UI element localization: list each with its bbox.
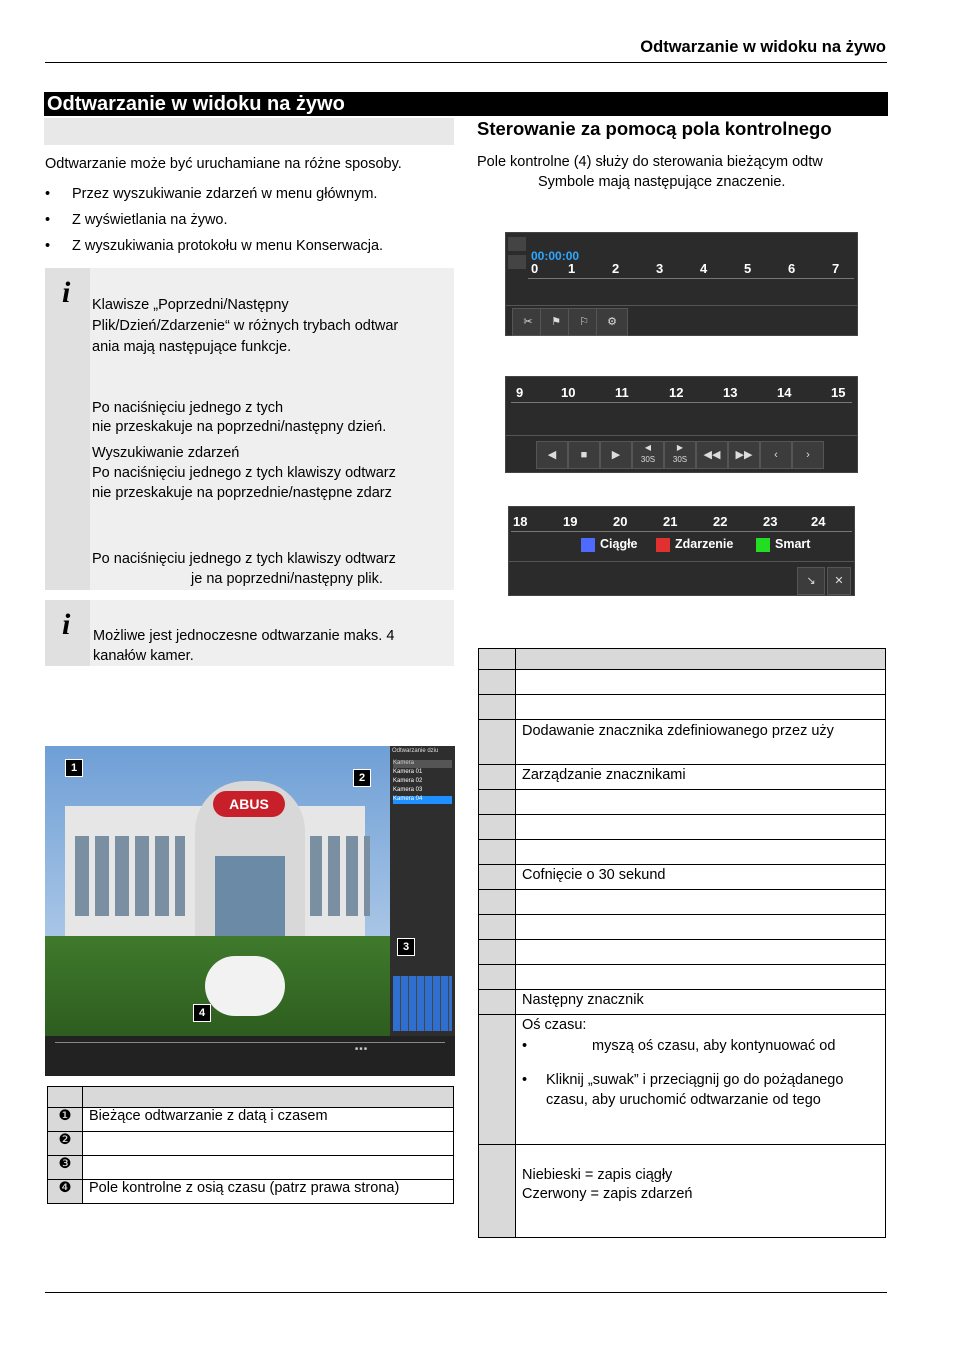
info-box-channels bbox=[45, 600, 454, 666]
tick-label: 12 bbox=[669, 385, 684, 400]
fast-icon[interactable]: ▶▶ bbox=[728, 441, 760, 469]
row-text: Bieżące odtwarzanie z datą i czasem bbox=[83, 1108, 454, 1132]
row-text bbox=[516, 695, 886, 720]
row-text bbox=[516, 965, 886, 990]
timeline-description: Oś czasu: • myszą oś czasu, aby kontynuować od • Kliknij „suwak” i przeciągnij go do pożądanego czasu, aby uruchomić odtwarzanie od tego bbox=[516, 1015, 886, 1145]
right-heading: Sterowanie za pomocą pola kontrolnego bbox=[477, 118, 832, 139]
playback-screenshot bbox=[45, 746, 455, 1076]
bullet-item: • Przez wyszukiwanie zdarzeń w menu głównym. bbox=[45, 186, 378, 202]
tick-label: 23 bbox=[763, 514, 778, 529]
tick-label: 21 bbox=[663, 514, 678, 529]
section-title-bar bbox=[44, 92, 888, 116]
info-text: ania mają następujące funkcje. bbox=[92, 339, 292, 355]
tick-label: 4 bbox=[700, 261, 708, 276]
tick-label: 13 bbox=[723, 385, 738, 400]
control-panel-2 bbox=[505, 376, 858, 473]
tick-label: 9 bbox=[516, 385, 524, 400]
info-icon: i bbox=[45, 600, 90, 666]
marker-1: 1 bbox=[65, 759, 83, 777]
bullet-item: • Z wyświetlania na żywo. bbox=[45, 212, 228, 228]
camera-item-selected[interactable]: Kamera 04 bbox=[393, 796, 452, 804]
control-panel-3 bbox=[508, 506, 855, 596]
camera-list-header: Kamera bbox=[393, 760, 452, 768]
intro-text: Odtwarzanie może być uruchamiane na różne sposoby. bbox=[45, 156, 402, 172]
header-rule bbox=[45, 62, 887, 63]
forward-30s-label: 30S bbox=[672, 455, 688, 464]
timeline-bullet: Kliknij „suwak” i przeciągnij go do pożądanego bbox=[546, 1072, 844, 1088]
tick-label: 7 bbox=[832, 261, 840, 276]
back-30s-icon[interactable]: ◀ 30S bbox=[632, 441, 664, 469]
back-30s-label: 30S bbox=[640, 455, 656, 464]
info-text: je na poprzedni/następny plik. bbox=[191, 571, 383, 587]
info-text: Po naciśnięciu jednego z tych bbox=[92, 400, 284, 416]
next-tag-icon[interactable]: › bbox=[792, 441, 824, 469]
tick-label: 18 bbox=[513, 514, 528, 529]
info-box-keys bbox=[45, 268, 454, 590]
footer-rule bbox=[45, 1292, 887, 1293]
row-text bbox=[516, 670, 886, 695]
add-tag-icon[interactable]: ⚑ bbox=[540, 308, 572, 336]
slow-icon[interactable]: ◀◀ bbox=[696, 441, 728, 469]
row-text: Pole kontrolne z osią czasu (patrz prawa strona) bbox=[83, 1180, 454, 1204]
zoom-out-icon[interactable] bbox=[508, 255, 526, 269]
tick-label: 24 bbox=[811, 514, 826, 529]
legend-swatch bbox=[656, 538, 670, 552]
row-text bbox=[516, 915, 886, 940]
right-intro: Symbole mają następujące znaczenie. bbox=[538, 174, 786, 190]
tick-label: 19 bbox=[563, 514, 578, 529]
row-number: ❹ bbox=[48, 1180, 83, 1204]
legend-event: Zdarzenie bbox=[656, 537, 733, 552]
minimize-icon[interactable]: ↘ bbox=[797, 567, 825, 595]
color-blue-text: Niebieski = zapis ciągły bbox=[522, 1167, 673, 1183]
tick-label: 15 bbox=[831, 385, 846, 400]
cut-icon[interactable]: ✂ bbox=[512, 308, 544, 336]
info-text: Po naciśnięciu jednego z tych klawiszy odtwarz bbox=[92, 551, 396, 567]
legend-table-right bbox=[478, 648, 886, 1238]
tick-label: 3 bbox=[656, 261, 664, 276]
row-text: Następny znacznik bbox=[516, 990, 886, 1015]
legend-swatch bbox=[581, 538, 595, 552]
tick-label: 1 bbox=[568, 261, 576, 276]
page-header-title: Odtwarzanie w widoku na żywo bbox=[640, 38, 886, 56]
row-number: ❸ bbox=[48, 1156, 83, 1180]
info-text: Wyszukiwanie zdarzeń bbox=[92, 445, 240, 461]
timeline-strip[interactable]: ■ ■ ■ bbox=[45, 1036, 455, 1076]
row-number: ❷ bbox=[48, 1132, 83, 1156]
control-panel-1 bbox=[505, 232, 858, 336]
marker-4: 4 bbox=[193, 1004, 211, 1022]
camera-item[interactable]: Kamera 02 bbox=[393, 778, 423, 784]
forward-30s-icon[interactable]: ▶ 30S bbox=[664, 441, 696, 469]
timeline-bullet: myszą oś czasu, aby kontynuować od bbox=[592, 1038, 836, 1054]
tick-label: 22 bbox=[713, 514, 728, 529]
tick-label: 0 bbox=[531, 261, 539, 276]
row-text: Cofnięcie o 30 sekund bbox=[516, 865, 886, 890]
reverse-play-icon[interactable]: ◀ bbox=[536, 441, 568, 469]
info-text: Plik/Dzień/Zdarzenie“ w różnych trybach odtwar bbox=[92, 318, 399, 334]
stop-icon[interactable]: ■ bbox=[568, 441, 600, 469]
close-icon[interactable]: ✕ bbox=[827, 567, 851, 595]
legend-smart: Smart bbox=[756, 537, 810, 552]
color-red-text: Czerwony = zapis zdarzeń bbox=[522, 1186, 693, 1202]
info-text: kanałów kamer. bbox=[93, 648, 194, 664]
row-text bbox=[516, 940, 886, 965]
info-text: nie przeskakuje na poprzedni/następny dzień. bbox=[92, 419, 387, 435]
legend-swatch bbox=[756, 538, 770, 552]
marker-2: 2 bbox=[353, 769, 371, 787]
calendar-grid[interactable] bbox=[393, 976, 452, 1031]
camera-side-panel bbox=[390, 746, 455, 1046]
settings-icon[interactable]: ⚙ bbox=[596, 308, 628, 336]
info-text: Klawisze „Poprzedni/Następny bbox=[92, 297, 289, 313]
info-icon: i bbox=[45, 268, 90, 590]
row-text: Dodawanie znacznika zdefiniowanego przez uży bbox=[516, 720, 886, 765]
zoom-in-icon[interactable] bbox=[508, 237, 526, 251]
tick-label: 20 bbox=[613, 514, 628, 529]
camera-item[interactable]: Kamera 03 bbox=[393, 787, 423, 793]
row-text bbox=[83, 1156, 454, 1180]
tick-label: 10 bbox=[561, 385, 576, 400]
tick-label: 11 bbox=[615, 385, 629, 400]
bullet-item: • Z wyszukiwania protokołu w menu Konserwacja. bbox=[45, 238, 384, 254]
tick-label: 5 bbox=[744, 261, 752, 276]
row-text bbox=[516, 815, 886, 840]
timeline-bullet: czasu, aby uruchomić odtwarzanie od tego bbox=[546, 1092, 821, 1108]
info-text: nie przeskakuje na poprzednie/następne zdarz bbox=[92, 485, 392, 501]
row-text bbox=[516, 890, 886, 915]
camera-item[interactable]: Kamera 01 bbox=[393, 769, 423, 775]
legend-table-left bbox=[47, 1086, 454, 1204]
row-text bbox=[516, 790, 886, 815]
marker-3: 3 bbox=[397, 938, 415, 956]
panel-title: Odtwarzanie dziu bbox=[392, 748, 439, 754]
right-intro: Pole kontrolne (4) służy do sterowania bieżącym odtw bbox=[477, 154, 823, 170]
tick-label: 6 bbox=[788, 261, 796, 276]
row-number: ❶ bbox=[48, 1108, 83, 1132]
row-text bbox=[516, 840, 886, 865]
tick-label: 2 bbox=[612, 261, 620, 276]
play-icon[interactable]: ▶ bbox=[600, 441, 632, 469]
tick-label: 14 bbox=[777, 385, 792, 400]
timeline-title: Oś czasu: bbox=[522, 1017, 587, 1033]
row-text: Zarządzanie znacznikami bbox=[516, 765, 886, 790]
section-title: Odtwarzanie w widoku na żywo bbox=[47, 93, 345, 115]
info-text: Możliwe jest jednoczesne odtwarzanie maks. 4 bbox=[93, 628, 395, 644]
previous-tag-icon[interactable]: ‹ bbox=[760, 441, 792, 469]
manage-tags-icon[interactable]: ⚐ bbox=[568, 308, 600, 336]
legend-continuous: Ciągłe bbox=[581, 537, 638, 552]
subsection-bar bbox=[44, 118, 454, 145]
color-description bbox=[516, 1145, 886, 1238]
current-time: 00:00:00 bbox=[531, 249, 580, 263]
row-text bbox=[83, 1132, 454, 1156]
abus-sign: ABUS bbox=[213, 791, 285, 817]
info-text: Po naciśnięciu jednego z tych klawiszy odtwarz bbox=[92, 465, 396, 481]
